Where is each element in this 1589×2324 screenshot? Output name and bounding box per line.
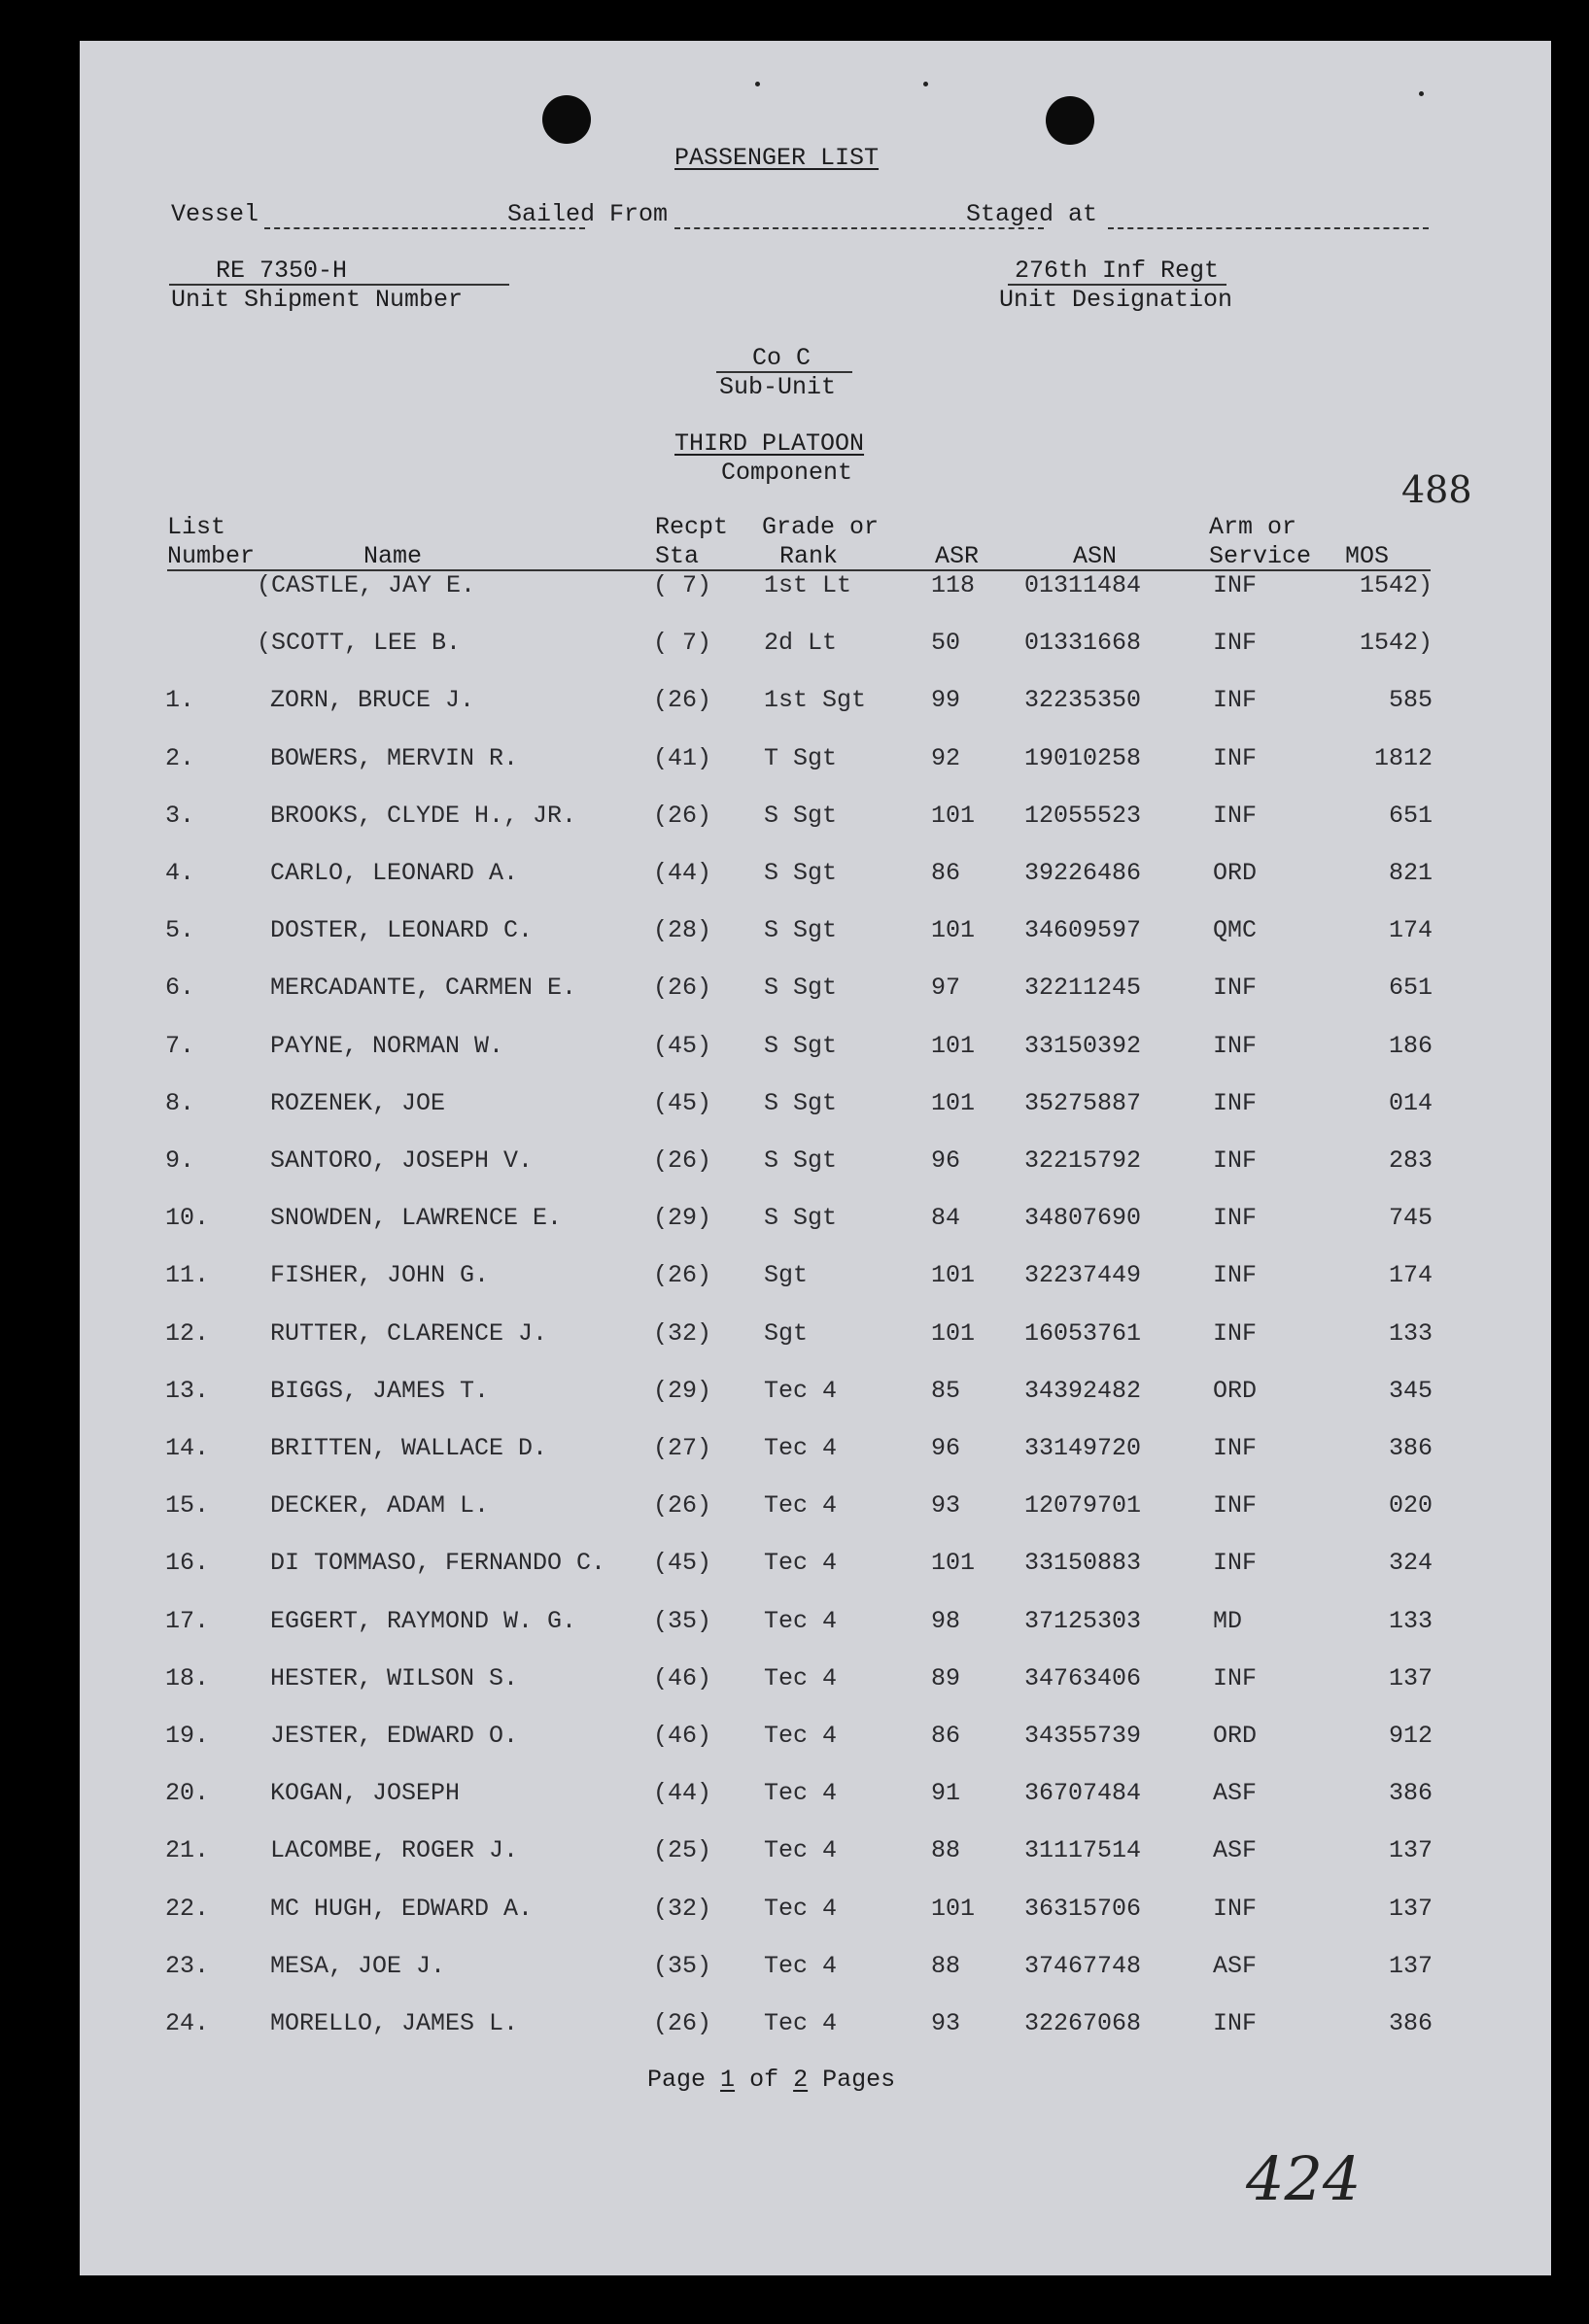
cell-grade: Tec 4 xyxy=(764,1434,838,1462)
cell-asn: 32215792 xyxy=(1024,1146,1142,1175)
cell-name: BROOKS, CLYDE H., JR. xyxy=(270,801,577,830)
cell-list-number: 10. xyxy=(165,1204,210,1233)
cell-asr: 96 xyxy=(931,1146,961,1175)
cell-grade: S Sgt xyxy=(764,1146,838,1175)
cell-recpt-sta: (35) xyxy=(653,1951,712,1980)
cell-grade: Tec 4 xyxy=(764,1894,838,1923)
handwritten-number: 424 xyxy=(1246,2143,1362,2214)
cell-list-number: 18. xyxy=(165,1663,210,1692)
cell-mos: 745 xyxy=(1388,1204,1433,1233)
stamp-number: 488 xyxy=(1401,468,1472,511)
cell-arm: INF xyxy=(1213,1204,1258,1233)
cell-asn: 35275887 xyxy=(1024,1088,1142,1117)
cell-grade: Tec 4 xyxy=(764,1779,838,1808)
cell-grade: Tec 4 xyxy=(764,1663,838,1692)
page-total: 2 xyxy=(793,2066,809,2094)
sub-unit-label: Sub-Unit xyxy=(719,373,837,401)
cell-asn: 33150883 xyxy=(1024,1549,1142,1578)
cell-grade: Tec 4 xyxy=(764,1951,838,1980)
cell-mos: 133 xyxy=(1388,1318,1433,1348)
cell-asn: 34609597 xyxy=(1024,916,1142,945)
cell-list-number: 17. xyxy=(165,1606,210,1635)
unit-designation: 276th Inf Regt xyxy=(1015,256,1220,285)
cell-mos: 912 xyxy=(1388,1722,1433,1750)
cell-name: KOGAN, JOSEPH xyxy=(270,1779,461,1808)
cell-name: LACOMBE, ROGER J. xyxy=(270,1836,519,1865)
cell-recpt-sta: (26) xyxy=(653,1261,712,1290)
cell-recpt-sta: (26) xyxy=(653,974,712,1003)
cell-grade: S Sgt xyxy=(764,859,838,887)
cell-recpt-sta: (28) xyxy=(653,916,712,945)
cell-asr: 93 xyxy=(931,1491,961,1521)
cell-mos: 174 xyxy=(1388,916,1433,945)
cell-name: EGGERT, RAYMOND W. G. xyxy=(270,1606,577,1635)
cell-mos: 345 xyxy=(1388,1376,1433,1405)
cell-grade: Tec 4 xyxy=(764,1376,838,1405)
cell-list-number: 16. xyxy=(165,1549,210,1578)
cell-asn: 34355739 xyxy=(1024,1722,1142,1750)
cell-arm: MD xyxy=(1213,1606,1243,1635)
document-page xyxy=(80,41,1551,2275)
cell-list-number: 11. xyxy=(165,1261,210,1290)
cell-asn: 33149720 xyxy=(1024,1434,1142,1462)
cell-list-number: 3. xyxy=(165,801,195,830)
cell-mos: 324 xyxy=(1388,1549,1433,1578)
cell-asn: 01331668 xyxy=(1024,629,1142,658)
cell-recpt-sta: (26) xyxy=(653,1491,712,1521)
col-list-number: List xyxy=(167,513,226,541)
cell-arm: ORD xyxy=(1213,1722,1258,1750)
cell-name: (CASTLE, JAY E. xyxy=(257,571,476,599)
cell-name: MESA, JOE J. xyxy=(270,1951,446,1980)
cell-grade: S Sgt xyxy=(764,916,838,945)
cell-asr: 50 xyxy=(931,629,961,658)
cell-arm: INF xyxy=(1213,571,1258,599)
component-label: Component xyxy=(721,459,853,487)
cell-arm: ORD xyxy=(1213,859,1258,887)
cell-name: DI TOMMASO, FERNANDO C. xyxy=(270,1549,606,1578)
cell-recpt-sta: (29) xyxy=(653,1376,712,1405)
cell-asn: 34392482 xyxy=(1024,1376,1142,1405)
col-arm: Arm or xyxy=(1209,513,1297,541)
cell-asr: 88 xyxy=(931,1951,961,1980)
cell-arm: INF xyxy=(1213,1549,1258,1578)
cell-recpt-sta: (45) xyxy=(653,1088,712,1117)
cell-asr: 86 xyxy=(931,1722,961,1750)
cell-name: BOWERS, MERVIN R. xyxy=(270,743,519,772)
cell-name: SNOWDEN, LAWRENCE E. xyxy=(270,1204,563,1233)
cell-arm: INF xyxy=(1213,801,1258,830)
cell-asn: 36707484 xyxy=(1024,1779,1142,1808)
cell-arm: INF xyxy=(1213,1663,1258,1692)
col-mos: MOS xyxy=(1345,542,1390,570)
cell-asr: 101 xyxy=(931,1894,976,1923)
cell-name: SANTORO, JOSEPH V. xyxy=(270,1146,534,1175)
unit-shipment-label: Unit Shipment Number xyxy=(171,286,464,314)
unit-shipment-number: RE 7350-H xyxy=(216,256,348,285)
cell-asn: 32211245 xyxy=(1024,974,1142,1003)
cell-list-number: 15. xyxy=(165,1491,210,1521)
cell-name: ZORN, BRUCE J. xyxy=(270,686,475,715)
cell-mos: 1542) xyxy=(1359,571,1433,599)
cell-asr: 101 xyxy=(931,1088,976,1117)
component: THIRD PLATOON xyxy=(674,429,865,458)
cell-asr: 101 xyxy=(931,1318,976,1348)
col-recpt-2: Sta xyxy=(655,542,700,570)
cell-grade: S Sgt xyxy=(764,1204,838,1233)
cell-list-number: 4. xyxy=(165,859,195,887)
cell-list-number: 12. xyxy=(165,1318,210,1348)
cell-grade: 1st Sgt xyxy=(764,686,867,715)
cell-mos: 651 xyxy=(1388,974,1433,1003)
cell-mos: 133 xyxy=(1388,1606,1433,1635)
col-recpt: Recpt xyxy=(655,513,729,541)
cell-mos: 821 xyxy=(1388,859,1433,887)
cell-asr: 88 xyxy=(931,1836,961,1865)
speck xyxy=(923,82,928,86)
cell-grade: Tec 4 xyxy=(764,1549,838,1578)
cell-asr: 92 xyxy=(931,743,961,772)
cell-grade: 2d Lt xyxy=(764,629,838,658)
cell-asr: 89 xyxy=(931,1663,961,1692)
cell-asn: 32267068 xyxy=(1024,2009,1142,2037)
cell-recpt-sta: (45) xyxy=(653,1031,712,1060)
cell-arm: INF xyxy=(1213,1146,1258,1175)
cell-asr: 101 xyxy=(931,1549,976,1578)
speck xyxy=(755,82,760,86)
cell-asr: 93 xyxy=(931,2009,961,2037)
cell-arm: QMC xyxy=(1213,916,1258,945)
cell-asn: 12079701 xyxy=(1024,1491,1142,1521)
cell-asn: 37125303 xyxy=(1024,1606,1142,1635)
cell-mos: 1812 xyxy=(1373,743,1433,772)
cell-mos: 014 xyxy=(1388,1088,1433,1117)
cell-mos: 174 xyxy=(1388,1261,1433,1290)
cell-asn: 16053761 xyxy=(1024,1318,1142,1348)
cell-list-number: 1. xyxy=(165,686,195,715)
cell-mos: 585 xyxy=(1388,686,1433,715)
cell-asn: 32237449 xyxy=(1024,1261,1142,1290)
cell-name: BIGGS, JAMES T. xyxy=(270,1376,490,1405)
cell-asn: 36315706 xyxy=(1024,1894,1142,1923)
cell-grade: Tec 4 xyxy=(764,1722,838,1750)
cell-arm: ORD xyxy=(1213,1376,1258,1405)
cell-list-number: 6. xyxy=(165,974,195,1003)
page-title: PASSENGER LIST xyxy=(674,144,880,172)
cell-asn: 31117514 xyxy=(1024,1836,1142,1865)
cell-list-number: 7. xyxy=(165,1031,195,1060)
cell-arm: INF xyxy=(1213,743,1258,772)
cell-name: FISHER, JOHN G. xyxy=(270,1261,490,1290)
cell-name: CARLO, LEONARD A. xyxy=(270,859,519,887)
cell-name: JESTER, EDWARD O. xyxy=(270,1722,519,1750)
cell-recpt-sta: (41) xyxy=(653,743,712,772)
cell-list-number: 5. xyxy=(165,916,195,945)
cell-mos: 386 xyxy=(1388,1779,1433,1808)
page-of: of xyxy=(749,2066,779,2094)
cell-recpt-sta: ( 7) xyxy=(653,629,712,658)
cell-asn: 39226486 xyxy=(1024,859,1142,887)
cell-arm: INF xyxy=(1213,1491,1258,1521)
cell-mos: 137 xyxy=(1388,1663,1433,1692)
cell-list-number: 20. xyxy=(165,1779,210,1808)
cell-recpt-sta: (44) xyxy=(653,1779,712,1808)
cell-name: MERCADANTE, CARMEN E. xyxy=(270,974,577,1003)
cell-asr: 101 xyxy=(931,1031,976,1060)
cell-recpt-sta: (45) xyxy=(653,1549,712,1578)
cell-arm: INF xyxy=(1213,629,1258,658)
cell-arm: ASF xyxy=(1213,1951,1258,1980)
cell-grade: T Sgt xyxy=(764,743,838,772)
cell-mos: 137 xyxy=(1388,1951,1433,1980)
cell-list-number: 14. xyxy=(165,1434,210,1462)
cell-name: RUTTER, CLARENCE J. xyxy=(270,1318,548,1348)
cell-asr: 101 xyxy=(931,1261,976,1290)
cell-asr: 84 xyxy=(931,1204,961,1233)
staged-at-field xyxy=(1108,227,1429,229)
cell-grade: S Sgt xyxy=(764,1031,838,1060)
cell-recpt-sta: (26) xyxy=(653,801,712,830)
sailed-from-label: Sailed From xyxy=(507,200,669,228)
cell-asn: 34807690 xyxy=(1024,1204,1142,1233)
cell-grade: Sgt xyxy=(764,1318,809,1348)
cell-name: DOSTER, LEONARD C. xyxy=(270,916,534,945)
cell-grade: Tec 4 xyxy=(764,2009,838,2037)
cell-mos: 283 xyxy=(1388,1146,1433,1175)
sub-unit: Co C xyxy=(752,344,812,372)
cell-name: (SCOTT, LEE B. xyxy=(257,629,462,658)
cell-asr: 91 xyxy=(931,1779,961,1808)
page-footer xyxy=(647,2068,895,2092)
cell-recpt-sta: (25) xyxy=(653,1836,712,1865)
cell-list-number: 2. xyxy=(165,743,195,772)
cell-grade: S Sgt xyxy=(764,1088,838,1117)
cell-asr: 118 xyxy=(931,571,976,599)
cell-grade: S Sgt xyxy=(764,974,838,1003)
cell-recpt-sta: (44) xyxy=(653,859,712,887)
cell-arm: INF xyxy=(1213,1318,1258,1348)
cell-grade: Tec 4 xyxy=(764,1836,838,1865)
page-label: Page xyxy=(647,2066,707,2094)
cell-mos: 651 xyxy=(1388,801,1433,830)
cell-name: PAYNE, NORMAN W. xyxy=(270,1031,504,1060)
cell-asn: 12055523 xyxy=(1024,801,1142,830)
cell-mos: 386 xyxy=(1388,2009,1433,2037)
cell-name: ROZENEK, JOE xyxy=(270,1088,446,1117)
cell-arm: INF xyxy=(1213,1434,1258,1462)
cell-recpt-sta: (26) xyxy=(653,1146,712,1175)
cell-arm: INF xyxy=(1213,1261,1258,1290)
cell-asr: 96 xyxy=(931,1434,961,1462)
cell-arm: INF xyxy=(1213,686,1258,715)
cell-recpt-sta: (27) xyxy=(653,1434,712,1462)
cell-recpt-sta: (26) xyxy=(653,2009,712,2037)
cell-asn: 37467748 xyxy=(1024,1951,1142,1980)
cell-asr: 101 xyxy=(931,916,976,945)
cell-mos: 020 xyxy=(1388,1491,1433,1521)
punch-hole xyxy=(1046,96,1094,145)
cell-name: MC HUGH, EDWARD A. xyxy=(270,1894,534,1923)
col-asr: ASR xyxy=(935,542,980,570)
vessel-label: Vessel xyxy=(171,200,259,228)
cell-asr: 97 xyxy=(931,974,961,1003)
cell-mos: 137 xyxy=(1388,1836,1433,1865)
cell-grade: 1st Lt xyxy=(764,571,852,599)
cell-asn: 33150392 xyxy=(1024,1031,1142,1060)
cell-arm: ASF xyxy=(1213,1836,1258,1865)
cell-list-number: 24. xyxy=(165,2009,210,2037)
cell-asn: 01311484 xyxy=(1024,571,1142,599)
cell-asr: 85 xyxy=(931,1376,961,1405)
cell-arm: INF xyxy=(1213,2009,1258,2037)
cell-list-number: 19. xyxy=(165,1722,210,1750)
cell-asr: 86 xyxy=(931,859,961,887)
cell-asn: 34763406 xyxy=(1024,1663,1142,1692)
unit-designation-label: Unit Designation xyxy=(999,286,1233,314)
cell-arm: INF xyxy=(1213,974,1258,1003)
cell-mos: 386 xyxy=(1388,1434,1433,1462)
cell-grade: S Sgt xyxy=(764,801,838,830)
col-list-number-2: Number xyxy=(167,542,256,570)
cell-asr: 101 xyxy=(931,801,976,830)
cell-recpt-sta: (32) xyxy=(653,1318,712,1348)
cell-recpt-sta: ( 7) xyxy=(653,571,712,599)
pages-label: Pages xyxy=(822,2066,896,2094)
speck xyxy=(1419,91,1424,96)
cell-recpt-sta: (35) xyxy=(653,1606,712,1635)
cell-asr: 99 xyxy=(931,686,961,715)
cell-asr: 98 xyxy=(931,1606,961,1635)
cell-list-number: 9. xyxy=(165,1146,195,1175)
cell-list-number: 21. xyxy=(165,1836,210,1865)
cell-mos: 137 xyxy=(1388,1894,1433,1923)
cell-recpt-sta: (29) xyxy=(653,1204,712,1233)
cell-list-number: 23. xyxy=(165,1951,210,1980)
punch-hole xyxy=(542,95,591,144)
cell-list-number: 22. xyxy=(165,1894,210,1923)
staged-at-label: Staged at xyxy=(966,200,1098,228)
col-name: Name xyxy=(363,542,423,570)
col-arm-2: Service xyxy=(1209,542,1312,570)
col-asn: ASN xyxy=(1073,542,1118,570)
cell-mos: 1542) xyxy=(1359,629,1433,658)
cell-arm: INF xyxy=(1213,1088,1258,1117)
cell-name: DECKER, ADAM L. xyxy=(270,1491,490,1521)
cell-mos: 186 xyxy=(1388,1031,1433,1060)
cell-list-number: 8. xyxy=(165,1088,195,1117)
cell-grade: Sgt xyxy=(764,1261,809,1290)
cell-recpt-sta: (26) xyxy=(653,686,712,715)
col-grade: Grade or xyxy=(762,513,880,541)
col-grade-2: Rank xyxy=(779,542,839,570)
cell-grade: Tec 4 xyxy=(764,1606,838,1635)
cell-list-number: 13. xyxy=(165,1376,210,1405)
cell-name: BRITTEN, WALLACE D. xyxy=(270,1434,548,1462)
cell-asn: 32235350 xyxy=(1024,686,1142,715)
cell-asn: 19010258 xyxy=(1024,743,1142,772)
cell-grade: Tec 4 xyxy=(764,1491,838,1521)
cell-name: HESTER, WILSON S. xyxy=(270,1663,519,1692)
cell-arm: INF xyxy=(1213,1894,1258,1923)
cell-recpt-sta: (46) xyxy=(653,1663,712,1692)
cell-arm: INF xyxy=(1213,1031,1258,1060)
cell-name: MORELLO, JAMES L. xyxy=(270,2009,519,2037)
page-number: 1 xyxy=(720,2066,736,2094)
cell-arm: ASF xyxy=(1213,1779,1258,1808)
cell-recpt-sta: (32) xyxy=(653,1894,712,1923)
cell-recpt-sta: (46) xyxy=(653,1722,712,1750)
